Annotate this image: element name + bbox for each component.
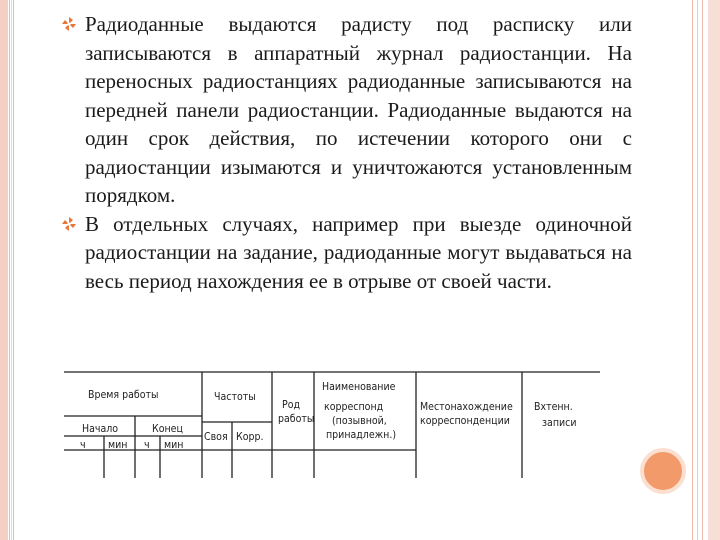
table-header: принадлежн.) bbox=[326, 429, 397, 441]
table-header: мин bbox=[108, 439, 128, 451]
pinwheel-bullet-icon bbox=[61, 216, 77, 232]
left-decor-line bbox=[13, 0, 14, 540]
table-header: ч bbox=[80, 439, 86, 451]
table-header: записи bbox=[542, 417, 577, 429]
bullet-text: В отдельных случаях, например при выезде одиночной радиостанции на задание, радиоданные могут выдаваться на весь период нахождения ее в отрыве от своей части. bbox=[85, 211, 632, 293]
slide-body bbox=[61, 10, 632, 295]
table-header: корреспонденции bbox=[420, 415, 510, 427]
table-header: Своя bbox=[204, 431, 228, 443]
table-header: Начало bbox=[82, 423, 119, 435]
bullet-item bbox=[61, 10, 632, 210]
table-header: Местонахождение bbox=[420, 401, 513, 413]
table-header: Наименование bbox=[322, 381, 396, 393]
table-header: мин bbox=[164, 439, 184, 451]
left-decor-line bbox=[9, 0, 10, 540]
right-decor-band bbox=[708, 0, 720, 540]
pinwheel-bullet-icon bbox=[61, 16, 77, 32]
bullet-text: Радиоданные выдаются радисту под расписку или записываются в аппаратный журнал радиостанции. На переносных радиостанциях радиоданные записываются на передней панели радиостанции. Радиоданные выдаются на один срок действия, по истечении которого они с радиостанции изымаются и уничтожаются установленным порядком. bbox=[85, 12, 632, 207]
bullet-item bbox=[61, 210, 632, 296]
table-header: Род bbox=[282, 399, 301, 411]
table-header: Частоты bbox=[214, 391, 256, 403]
table-header: ч bbox=[144, 439, 150, 451]
right-decor-line bbox=[702, 0, 703, 540]
table-header: Корр. bbox=[236, 431, 264, 443]
table-header: Время работы bbox=[88, 389, 159, 401]
right-decor-line bbox=[692, 0, 693, 540]
left-decor-band bbox=[0, 0, 8, 540]
orange-circle-decoration bbox=[640, 448, 686, 494]
table-header: работы bbox=[278, 413, 315, 425]
radio-log-table-image bbox=[64, 370, 602, 478]
table-header: Конец bbox=[152, 423, 183, 435]
table-header: (позывной, bbox=[332, 415, 387, 427]
right-decor-line bbox=[697, 0, 698, 540]
table-header: корреспонд bbox=[324, 401, 384, 413]
left-decor-line bbox=[11, 0, 12, 540]
table-header: Вхтенн. bbox=[534, 401, 573, 413]
